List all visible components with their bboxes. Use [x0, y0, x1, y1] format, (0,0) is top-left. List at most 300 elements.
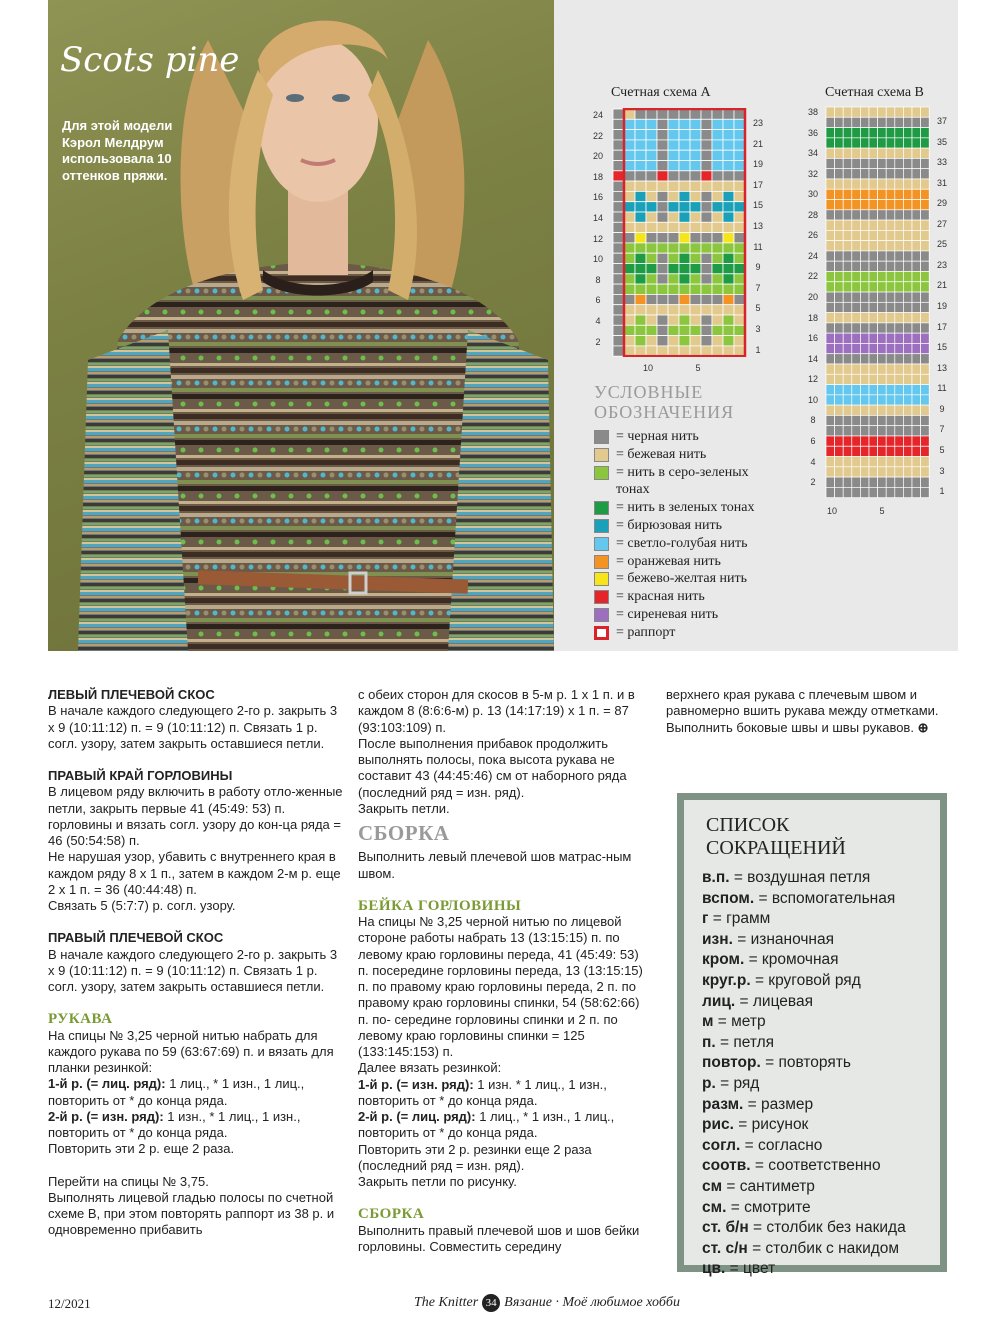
heading-sleeves: РУКАВА [48, 1011, 113, 1028]
chart-b-cell [869, 251, 878, 261]
chart-b-cell [826, 271, 835, 281]
chart-a-cell [646, 130, 657, 140]
chart-a-row-label: 20 [592, 151, 603, 162]
chart-a-cell [646, 253, 657, 263]
chart-b-cell [895, 487, 904, 497]
chart-a-cell [734, 294, 745, 304]
chart-b-cell [886, 200, 895, 210]
chart-a-cell [635, 294, 646, 304]
abbreviation-key: согл. [702, 1136, 741, 1154]
chart-b-cell [826, 323, 835, 333]
chart-b-cell [886, 477, 895, 487]
chart-b-cell [860, 323, 869, 333]
chart-b-cell [878, 436, 887, 446]
paragraph [48, 1076, 343, 1109]
chart-a-cell [624, 264, 635, 274]
chart-a-row-label: 12 [592, 233, 603, 244]
chart-a-cell [646, 274, 657, 284]
legend-swatch [594, 448, 609, 462]
chart-a-cell [668, 150, 679, 160]
legend-swatch [594, 519, 609, 533]
abbreviation-value: = метр [713, 1013, 766, 1031]
chart-b-cell [921, 158, 930, 168]
chart-a-cell [723, 191, 734, 201]
chart-a-cell [613, 264, 624, 274]
chart-b-cell [852, 395, 861, 405]
chart-b-cell [903, 364, 912, 374]
chart-b-cell [835, 385, 844, 395]
chart-a-row-label: 24 [592, 110, 603, 120]
chart-b-cell [886, 210, 895, 220]
chart-a-cell [668, 305, 679, 315]
abbreviation-item [702, 889, 922, 910]
chart-a-cell [646, 202, 657, 212]
chart-b-cell [921, 148, 930, 158]
row-label: 1-й р. (= изн. ряд): [358, 1076, 474, 1092]
chart-a-cell [635, 325, 646, 335]
chart-b-cell [878, 457, 887, 467]
chart-b-cell [852, 302, 861, 312]
chart-a-cell [668, 274, 679, 284]
chart-b-cell [921, 467, 930, 477]
chart-a-cell [624, 274, 635, 284]
chart-a-cell [701, 119, 712, 129]
chart-b-cell [869, 138, 878, 148]
chart-b-cell [843, 230, 852, 240]
chart-a-cell [734, 191, 745, 201]
chart-b-cell [912, 200, 921, 210]
chart-b-row-label: 1 [939, 486, 945, 497]
chart-a-cell [679, 222, 690, 232]
chart-a-cell [723, 325, 734, 335]
chart-a-cell [712, 150, 723, 160]
final-text: Выполнить боковые швы и швы рукавов. [666, 719, 914, 735]
chart-b-cell [912, 117, 921, 127]
chart-b-cell [860, 210, 869, 220]
chart-b-cell [921, 446, 930, 456]
chart-b-cell [860, 148, 869, 158]
chart-a-cell [690, 119, 701, 129]
legend-item [594, 428, 784, 446]
chart-a-cell [635, 243, 646, 253]
abbreviation-item [702, 1156, 922, 1177]
chart-b-cell [921, 415, 930, 425]
chart-b-cell [895, 477, 904, 487]
chart-b-cell [878, 210, 887, 220]
chart-a-cell [668, 294, 679, 304]
chart-a-cell [624, 119, 635, 129]
chart-a-cell [723, 222, 734, 232]
chart-b-cell [886, 117, 895, 127]
chart-b-row-label: 19 [936, 301, 947, 312]
chart-b-cell [912, 158, 921, 168]
chart-a-title: Счетная схема А [611, 85, 711, 100]
chart-a-cell [624, 253, 635, 263]
chart-b-cell [860, 457, 869, 467]
abbreviation-value: = изнаночная [732, 930, 835, 948]
chart-b-cell [860, 477, 869, 487]
abbreviation-item [702, 950, 922, 971]
chart-b-cell [895, 467, 904, 477]
chart-b-cell [912, 333, 921, 343]
abbreviation-key: вспом. [702, 889, 755, 907]
chart-a-row-label: 15 [752, 200, 763, 211]
chart-b-cell [843, 241, 852, 251]
chart-a-cell [723, 243, 734, 253]
chart-b-cell [878, 313, 887, 323]
chart-b-cell [895, 333, 904, 343]
chart-b-cell [826, 282, 835, 292]
abbreviation-item [702, 971, 922, 992]
chart-b-cell [921, 200, 930, 210]
chart-a-cell [613, 161, 624, 171]
chart-b-cell [826, 457, 835, 467]
chart-a-cell [635, 130, 646, 140]
chart-b-cell [886, 158, 895, 168]
legend-item [594, 517, 784, 535]
abbreviation-value: = столбик с накидом [747, 1239, 900, 1257]
chart-b-cell [912, 302, 921, 312]
abbreviation-value: = кромочная [744, 951, 839, 969]
chart-a-cell [690, 274, 701, 284]
chart-a-cell [657, 284, 668, 294]
chart-b-cell [903, 405, 912, 415]
chart-a-cell [734, 336, 745, 346]
chart-b-row-label: 13 [936, 362, 947, 373]
paragraph: Закрыть петли. [358, 800, 450, 816]
chart-b-cell [903, 374, 912, 384]
chart-a-cell [712, 191, 723, 201]
chart-b-cell [903, 282, 912, 292]
chart-b-cell [869, 271, 878, 281]
paragraph: Повторить эти 2 р. резинки еще 2 раза (последний ряд = изн. ряд). [358, 1141, 592, 1173]
chart-b-cell [860, 374, 869, 384]
chart-a-cell [723, 315, 734, 325]
chart-a-cell [701, 202, 712, 212]
chart-a-cell [613, 109, 624, 119]
chart-b-cell [843, 210, 852, 220]
chart-a-cell [679, 346, 690, 356]
chart-b-cell [886, 313, 895, 323]
chart-b-cell [835, 107, 844, 117]
chart-a-cell [701, 181, 712, 191]
chart-a-cell [635, 109, 646, 119]
chart-a-cell [679, 171, 690, 181]
chart-a-cell [646, 325, 657, 335]
eye-right [332, 94, 350, 102]
chart-a-cell [657, 264, 668, 274]
chart-b-cell [860, 426, 869, 436]
chart-b-cell [860, 261, 869, 271]
legend-list [594, 428, 784, 642]
chart-b-cell [895, 128, 904, 138]
chart-b-cell [852, 313, 861, 323]
chart-a-cell [624, 212, 635, 222]
chart-a-cell [701, 191, 712, 201]
chart-a-cell [679, 191, 690, 201]
chart-b-cell [869, 261, 878, 271]
chart-a-cell [701, 274, 712, 284]
chart-a-row-label: 3 [755, 324, 761, 334]
chart-b-cell [903, 426, 912, 436]
chart-b-cell [878, 323, 887, 333]
chart-a-cell [734, 346, 745, 356]
paragraph: Далее вязать резинкой: [358, 1060, 502, 1076]
chart-a-cell [690, 130, 701, 140]
chart-a-cell [635, 274, 646, 284]
chart-b-cell [895, 354, 904, 364]
chart-b-cell [903, 323, 912, 333]
row-label: 2-й р. (= изн. ряд): [48, 1108, 164, 1124]
chart-b-cell [903, 251, 912, 261]
chart-b-cell [852, 189, 861, 199]
chart-a-cell [657, 315, 668, 325]
chart-a-cell [723, 233, 734, 243]
chart-b-row-label: 36 [807, 127, 818, 138]
chart-b-cell [886, 323, 895, 333]
chart-b-cell [843, 282, 852, 292]
chart-b-cell [921, 313, 930, 323]
chart-b-cell [878, 189, 887, 199]
chart-a-cell [701, 171, 712, 181]
chart-b-cell [878, 395, 887, 405]
chart-a-cell [668, 325, 679, 335]
chart-b-cell [869, 117, 878, 127]
chart-b-cell [860, 220, 869, 230]
chart-a-cell [613, 336, 624, 346]
chart-b-cell [826, 179, 835, 189]
abbreviation-key: ст. б/н [702, 1219, 749, 1237]
abbreviation-value: = столбик без накида [748, 1219, 906, 1237]
chart-b-row-label: 10 [807, 394, 818, 405]
chart-b-cell [895, 446, 904, 456]
chart-a-cell [712, 109, 723, 119]
chart-b-cell [912, 179, 921, 189]
chart-a-cell [690, 346, 701, 356]
chart-b-cell [826, 128, 835, 138]
chart-b-cell [886, 436, 895, 446]
chart-a-cell [690, 336, 701, 346]
chart-b-cell [835, 148, 844, 158]
chart-a-cell [646, 222, 657, 232]
chart-a-cell [690, 171, 701, 181]
chart-b-cell [843, 107, 852, 117]
row-text: 1 лиц., * 1 изн., 1 лиц., повторить от * до конца ряда. [358, 1109, 615, 1141]
chart-a-cell [624, 181, 635, 191]
chart-b-cell [835, 230, 844, 240]
abbreviation-value: = соответственно [750, 1157, 881, 1175]
chart-a-grid [611, 108, 747, 357]
chart-b-cell [886, 446, 895, 456]
abbreviation-value: = размер [743, 1095, 814, 1113]
chart-b-cell [903, 107, 912, 117]
chart-b-cell [843, 374, 852, 384]
chart-b-cell [912, 210, 921, 220]
abbreviation-key: цв. [702, 1260, 726, 1278]
chart-a-row-label: 17 [752, 179, 763, 190]
chart-a-cell [712, 212, 723, 222]
chart-a-cell [723, 181, 734, 191]
chart-a-row-label: 4 [595, 316, 601, 326]
chart-b-cell [921, 230, 930, 240]
chart-a-cell [635, 233, 646, 243]
chart-a-cell [613, 181, 624, 191]
chart-b-cell [912, 271, 921, 281]
chart-b-cell [869, 128, 878, 138]
chart-a-cell [723, 130, 734, 140]
chart-b-cell [912, 395, 921, 405]
chart-b-cell [860, 446, 869, 456]
chart-b-cell [860, 405, 869, 415]
chart-a-cell [679, 264, 690, 274]
chart-b-row-label: 23 [936, 259, 947, 270]
chart-b-cell [826, 261, 835, 271]
chart-a-cell [690, 202, 701, 212]
chart-a-cell [635, 284, 646, 294]
paragraph: Выполнять лицевой гладью полосы по счетной схеме В, при этом повторять раппорт из 38 р. и одновременно прибавить [48, 1189, 335, 1238]
chart-a-cell [712, 284, 723, 294]
chart-b-cell [895, 374, 904, 384]
abbreviation-item [702, 930, 922, 951]
chart-a-cell [624, 150, 635, 160]
chart-b-cell [852, 426, 861, 436]
abbreviation-key: изн. [702, 930, 733, 948]
chart-b-cell [852, 405, 861, 415]
chart-b-cell [843, 364, 852, 374]
row-text: 1 изн. * 1 лиц., 1 изн., повторить от * до конца ряда. [358, 1076, 607, 1108]
chart-b-cell [921, 395, 930, 405]
chart-b-cell [852, 282, 861, 292]
chart-b-cell [852, 487, 861, 497]
chart-a-cell [679, 233, 690, 243]
chart-a-cell [690, 253, 701, 263]
chart-b-cell [912, 148, 921, 158]
chart-a-cell [646, 305, 657, 315]
row-label: 2-й р. (= лиц. ряд): [358, 1109, 476, 1124]
chart-a-cell [657, 109, 668, 119]
text-column-3 [666, 687, 951, 736]
chart-a-cell [679, 243, 690, 253]
chart-b-cell [903, 477, 912, 487]
chart-b-cell [835, 467, 844, 477]
chart-b-cell [903, 436, 912, 446]
chart-a-cell [657, 191, 668, 201]
chart-b-cell [852, 271, 861, 281]
chart-a-cell [624, 109, 635, 119]
chart-b-cell [895, 426, 904, 436]
chart-b-cell [886, 415, 895, 425]
chart-b-cell [826, 343, 835, 353]
paragraph [48, 1109, 343, 1142]
chart-a-cell [668, 222, 679, 232]
chart-b-cell [869, 374, 878, 384]
chart-b-cell [852, 200, 861, 210]
chart-a-cell [646, 161, 657, 171]
chart-b-cell [903, 333, 912, 343]
chart-b-cell [835, 364, 844, 374]
neck [288, 190, 348, 275]
chart-b-cell [852, 333, 861, 343]
chart-a-cell [723, 212, 734, 222]
chart-b-row-label: 12 [807, 374, 818, 385]
chart-a-cell [635, 305, 646, 315]
chart-a-cell [646, 346, 657, 356]
chart-a-cell [657, 150, 668, 160]
chart-b-cell [869, 323, 878, 333]
chart-b-cell [895, 220, 904, 230]
chart-a-cell [679, 109, 690, 119]
chart-b-cell [843, 313, 852, 323]
chart-b-cell [843, 179, 852, 189]
abbreviation-value: = вспомогательная [754, 889, 896, 907]
chart-b-cell [912, 477, 921, 487]
chart-a-cell [723, 150, 734, 160]
chart-b-cell [912, 313, 921, 323]
chart-b-cell [886, 148, 895, 158]
abbreviation-value: = смотрите [726, 1198, 811, 1216]
chart-b-cell [852, 457, 861, 467]
chart-b-cell [835, 271, 844, 281]
chart-b-cell [921, 364, 930, 374]
paragraph: верхнего края рукава с плечевым швом и равномерно вшить рукава между отметками. [666, 687, 939, 719]
photo-title: Scots pine [60, 40, 240, 80]
paragraph: Выполнить левый плечевой шов матрас-ным швом. [358, 849, 632, 881]
chart-a-cell [646, 212, 657, 222]
chart-a-cell [668, 243, 679, 253]
chart-b-row-label: 18 [807, 312, 818, 323]
chart-a-cell [712, 346, 723, 356]
chart-b-cell [852, 169, 861, 179]
chart-a-row-label: 19 [752, 159, 763, 170]
chart-b-cell [895, 179, 904, 189]
chart-b-cell [921, 477, 930, 487]
chart-a-cell [690, 150, 701, 160]
chart-b-cell [826, 477, 835, 487]
chart-b-cell [869, 313, 878, 323]
chart-b-cell [886, 343, 895, 353]
chart-a-cell [734, 130, 745, 140]
chart-b-bottom-label-5: 5 [879, 506, 885, 516]
chart-b-cell [921, 241, 930, 251]
paragraph [358, 1109, 651, 1142]
paragraph: Связать 5 (5:7:7) р. согл. узору. [48, 898, 236, 913]
chart-a-cell [679, 336, 690, 346]
chart-b-row-label: 33 [936, 157, 947, 168]
chart-b-cell [886, 128, 895, 138]
legend-item [594, 570, 784, 588]
chart-b-cell [878, 261, 887, 271]
footer-magazine [414, 1294, 680, 1312]
chart-a-cell [624, 130, 635, 140]
chart-b-cell [852, 354, 861, 364]
chart-a-cell [723, 140, 734, 150]
chart-a-cell [712, 161, 723, 171]
chart-a-cell [701, 336, 712, 346]
chart-a-cell [646, 294, 657, 304]
chart-a-cell [624, 336, 635, 346]
chart-b-cell [903, 138, 912, 148]
chart-a-cell [657, 161, 668, 171]
abbreviation-item [702, 1198, 922, 1219]
chart-b-cell [826, 487, 835, 497]
chart-a-cell [679, 130, 690, 140]
chart-a-cell [657, 294, 668, 304]
chart-b-cell [895, 189, 904, 199]
chart-b-cell [843, 158, 852, 168]
chart-b-cell [869, 446, 878, 456]
chart-b-row-label: 8 [810, 415, 816, 426]
chart-b-cell [886, 457, 895, 467]
